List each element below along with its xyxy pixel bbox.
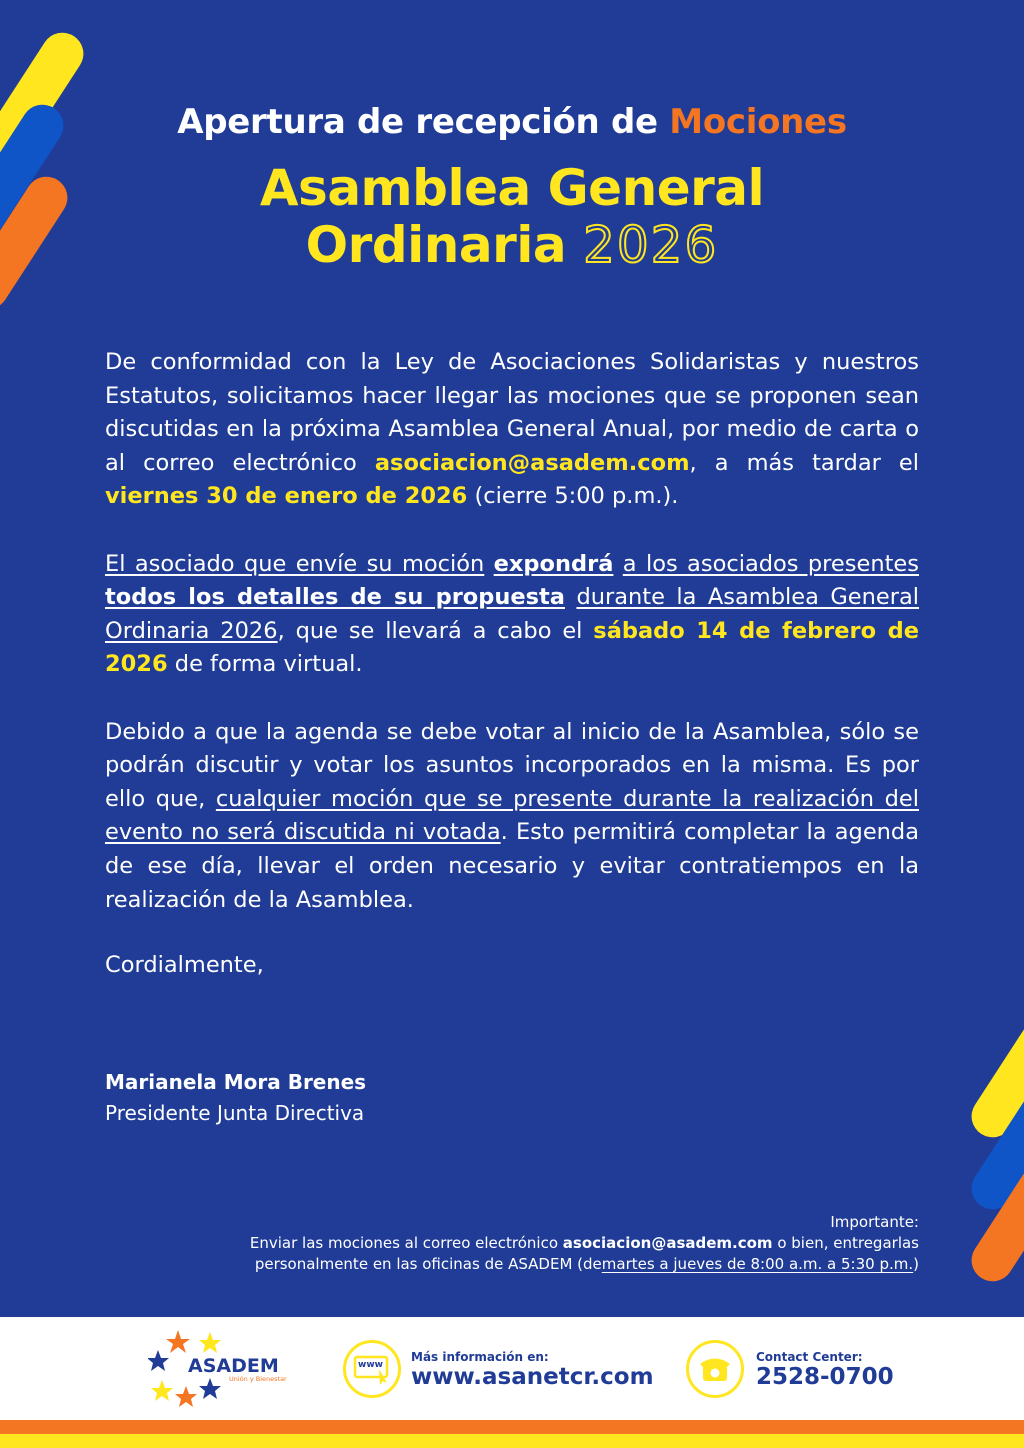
p2-text-2: de forma virtual. (174, 651, 363, 678)
title-accent: Mociones (669, 102, 847, 142)
p3-text-1: Debido a que la agenda se debe votar al inicio de la Asamblea, sólo se podrán discutir y votar los asuntos incorporados en la misma. Es por ello que, (105, 718, 919, 812)
p2-bold-2: todos los detalles de su propuesta (105, 584, 565, 611)
logo-star-yellow-2 (151, 1380, 173, 1401)
phone-icon (698, 1352, 732, 1386)
paragraph-2 (105, 548, 919, 682)
title-prefix: Apertura de recepción de (177, 102, 658, 142)
phone-number[interactable]: 2528-0700 (756, 1364, 894, 1390)
note-body (199, 1233, 919, 1275)
signature-role: Presidente Junta Directiva (105, 1101, 365, 1125)
letter-body (105, 346, 919, 951)
paragraph-3 (105, 716, 919, 918)
p1-text-2: , a más tardar el (689, 449, 920, 476)
note-text-2: o bien, entregarlas personalmente en las oficinas de ASADEM (de (254, 1234, 919, 1273)
web-label: Más información en: (411, 1350, 549, 1364)
p1-text-1: De conformidad con la Ley de Asociaciones Solidaristas y nuestros Estatutos, solicitamos hacer llegar las mociones que se proponen sean discutidas en la próxima Asamblea General Anual, por medio de carta o al correo electrónico (105, 349, 919, 476)
assembly-date: sábado 14 de febrero de 2026 (105, 617, 920, 678)
note-title: Importante: (830, 1213, 919, 1231)
logo-star-orange-1 (166, 1330, 190, 1353)
logo-star-yellow-1 (199, 1332, 221, 1353)
deadline-date: viernes 30 de enero de 2026 (105, 483, 468, 510)
bottom-bar-yellow (0, 1434, 1024, 1448)
note-hours: martes a jueves de 8:00 a.m. a 5:30 p.m. (601, 1255, 914, 1273)
logo-star-blue-1 (148, 1350, 169, 1371)
note-email[interactable]: asociacion@asadem.com (562, 1234, 773, 1252)
main-title (0, 102, 1024, 142)
web-icon-label: www (358, 1360, 383, 1370)
p2-text-1: , que se llevará a cabo el (277, 617, 583, 644)
subtitle (0, 160, 1024, 274)
phone-label: Contact Center: (756, 1350, 863, 1364)
bottom-bar-orange (0, 1420, 1024, 1434)
p2-underline-1: El asociado que envíe su moción (105, 550, 485, 577)
p2-underline-3: durante la Asamblea General Ordinaria 2026 (105, 584, 920, 644)
p3-underline-1: cualquier moción que se presente durante la realización del evento no será discutida ni votada (105, 785, 919, 846)
header (0, 102, 1024, 274)
contact-email[interactable]: asociacion@asadem.com (374, 449, 690, 476)
subtitle-line1: Asamblea General (259, 159, 765, 217)
logo-tagline: Unión y Bienestar (229, 1375, 287, 1383)
note-text-1: Enviar las mociones al correo electrónico (249, 1234, 559, 1252)
logo-star-blue-2 (199, 1378, 221, 1399)
paragraph-1 (105, 346, 919, 514)
subtitle-line2 (0, 217, 1024, 274)
note-text-3: ) (913, 1255, 919, 1273)
logo-name: ASADEM (188, 1355, 279, 1377)
subtitle-year: 2026 (583, 216, 719, 274)
signature-name: Marianela Mora Brenes (105, 1070, 367, 1094)
p2-bold-1: expondrá (493, 550, 614, 577)
closing: Cordialmente, (105, 952, 264, 978)
p3-text-2: . Esto permitirá completar la agenda de ese día, llevar el orden necesario y evitar contratiempos en la realización de la Asamblea. (105, 819, 919, 913)
important-note (199, 1212, 919, 1275)
logo-star-orange-2 (175, 1386, 197, 1407)
web-link[interactable]: www.asanetcr.com (411, 1364, 654, 1390)
subtitle-line2-text: Ordinaria (305, 216, 567, 274)
p1-text-3: (cierre 5:00 p.m.). (474, 483, 679, 510)
p2-underline-2: a los asociados presentes (622, 550, 919, 577)
